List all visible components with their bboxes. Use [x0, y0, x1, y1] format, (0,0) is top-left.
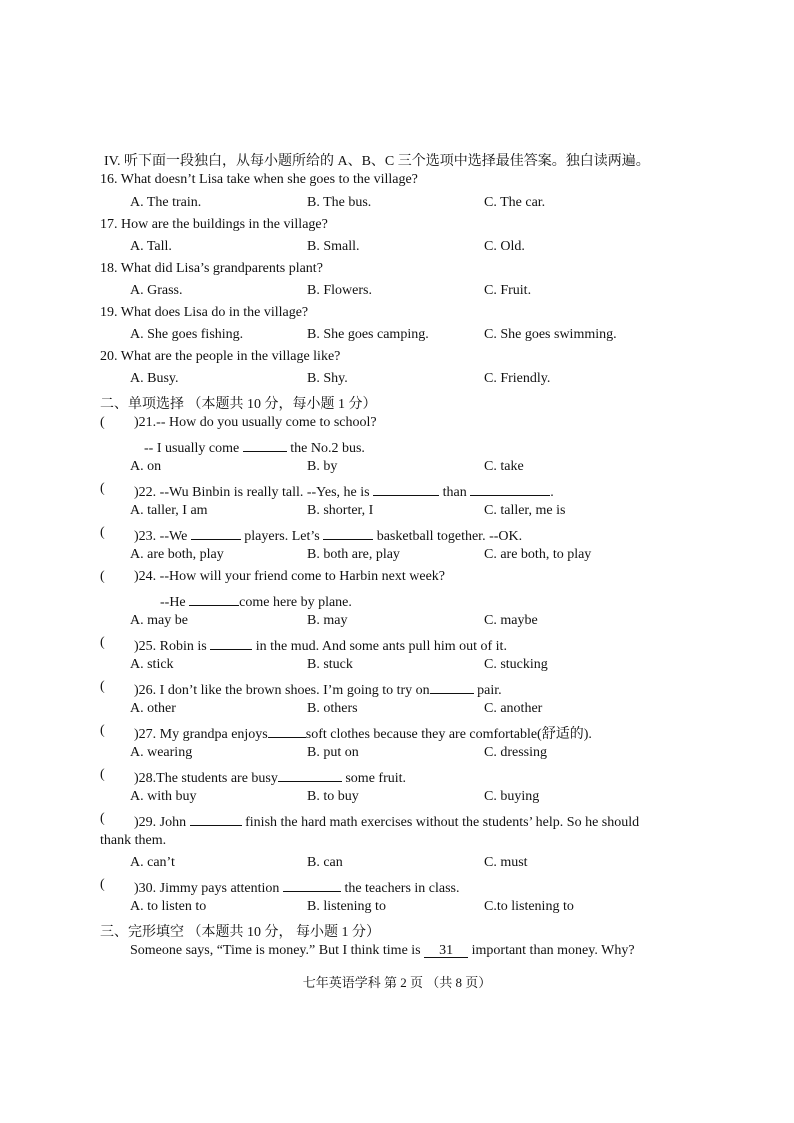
section-iv-header: IV. 听下面一段独白，从每小题所给的 A、B、C 三个选项中选择最佳答案。独白读两遍。 — [104, 154, 650, 169]
cloze-blank-31[interactable]: 31 — [424, 943, 468, 958]
answer-paren-22[interactable]: ( — [100, 481, 105, 496]
q21-text-b: the No.2 bus. — [290, 441, 365, 456]
q24-blank[interactable] — [189, 591, 239, 606]
option-26c: C. another — [484, 701, 543, 716]
q24-text-a: --He — [160, 595, 186, 610]
option-27c: C. dressing — [484, 745, 547, 760]
option-19b: B. She goes camping. — [307, 327, 429, 342]
q27-text-a: )27. My grandpa enjoys — [134, 727, 268, 742]
q21-text-a: -- I usually come — [144, 441, 240, 456]
q27-text-b: soft clothes because they are comfortable(舒适的). — [305, 727, 592, 742]
question-28 — [134, 767, 406, 787]
option-20c: C. Friendly. — [484, 371, 551, 386]
option-29c: C. must — [484, 855, 528, 870]
option-18b: B. Flowers. — [307, 283, 372, 298]
q25-blank[interactable] — [210, 635, 252, 650]
q22-blank-1[interactable] — [373, 481, 439, 496]
q25-text-b: in the mud. And some ants pull him out of it. — [255, 639, 507, 654]
option-27a: A. wearing — [130, 745, 193, 760]
q30-text-a: )30. Jimmy pays attention — [134, 881, 280, 896]
q26-text-a: )26. I don’t like the brown shoes. I’m going to try on — [134, 683, 430, 698]
option-23a: A. are both, play — [130, 547, 224, 562]
q29-blank[interactable] — [190, 811, 242, 826]
option-22b: B. shorter, I — [307, 503, 374, 518]
option-28a: A. with buy — [130, 789, 197, 804]
option-16a: A. The train. — [130, 195, 202, 210]
question-24: )24. --How will your friend come to Harbin next week? — [134, 569, 446, 584]
option-23b: B. both are, play — [307, 547, 400, 562]
option-30a: A. to listen to — [130, 899, 207, 914]
question-20: 20. What are the people in the village like? — [100, 349, 341, 364]
question-24-line2 — [160, 591, 352, 611]
q23-text-b: players. Let’s — [244, 529, 320, 544]
question-25 — [134, 635, 507, 655]
question-22 — [134, 481, 554, 501]
answer-paren-30[interactable]: ( — [100, 877, 105, 892]
q30-blank[interactable] — [283, 877, 341, 892]
option-30c: C.to listening to — [484, 899, 574, 914]
page-footer: 七年英语学科 第 2 页 （共 8 页） — [302, 975, 492, 990]
section-3-header: 三、完形填空 （本题共 10 分， 每小题 1 分） — [100, 925, 380, 940]
option-25a: A. stick — [130, 657, 174, 672]
question-21: )21.-- How do you usually come to school? — [134, 415, 377, 430]
q23-blank-1[interactable] — [191, 525, 241, 540]
q30-text-b: the teachers in class. — [344, 881, 460, 896]
option-28b: B. to buy — [307, 789, 359, 804]
option-16b: B. The bus. — [307, 195, 372, 210]
option-26b: B. others — [307, 701, 358, 716]
option-22c: C. taller, me is — [484, 503, 566, 518]
option-25c: C. stucking — [484, 657, 548, 672]
q29-text-a: )29. John — [134, 815, 187, 830]
q27-blank[interactable] — [268, 723, 306, 738]
answer-paren-26[interactable]: ( — [100, 679, 105, 694]
option-21b: B. by — [307, 459, 338, 474]
q26-blank[interactable] — [430, 679, 474, 694]
option-18a: A. Grass. — [130, 283, 183, 298]
answer-paren-24[interactable]: ( — [100, 569, 105, 584]
option-30b: B. listening to — [307, 899, 386, 914]
option-29a: A. can’t — [130, 855, 175, 870]
option-20a: A. Busy. — [130, 371, 179, 386]
option-22a: A. taller, I am — [130, 503, 208, 518]
option-29b: B. can — [307, 855, 343, 870]
question-17: 17. How are the buildings in the village? — [100, 217, 328, 232]
option-16c: C. The car. — [484, 195, 546, 210]
question-21-line2 — [144, 437, 365, 457]
option-19a: A. She goes fishing. — [130, 327, 244, 342]
option-26a: A. other — [130, 701, 176, 716]
q28-text-a: )28.The students are busy — [134, 771, 278, 786]
answer-paren-27[interactable]: ( — [100, 723, 105, 738]
question-29 — [134, 811, 639, 831]
answer-paren-29[interactable]: ( — [100, 811, 105, 826]
option-24c: C. maybe — [484, 613, 538, 628]
option-23c: C. are both, to play — [484, 547, 592, 562]
option-20b: B. Shy. — [307, 371, 348, 386]
option-21a: A. on — [130, 459, 162, 474]
cloze-passage-line1 — [130, 943, 635, 959]
question-23 — [134, 525, 522, 545]
q29-text-b: finish the hard math exercises without the students’ help. So he should — [245, 815, 640, 830]
option-24b: B. may — [307, 613, 348, 628]
cloze-text-a: Someone says, “Time is money.” But I think time is — [130, 943, 421, 958]
question-26 — [134, 679, 502, 699]
option-17a: A. Tall. — [130, 239, 172, 254]
option-17c: C. Old. — [484, 239, 525, 254]
q22-text-a: )22. --Wu Binbin is really tall. --Yes, he is — [134, 485, 370, 500]
section-2-header: 二、单项选择 （本题共 10 分，每小题 1 分） — [100, 397, 377, 412]
q26-text-b: pair. — [477, 683, 502, 698]
q23-text-c: basketball together. --OK. — [376, 529, 523, 544]
q22-blank-2[interactable] — [470, 481, 550, 496]
question-18: 18. What did Lisa’s grandparents plant? — [100, 261, 323, 276]
question-29-line2: thank them. — [100, 833, 167, 848]
option-21c: C. take — [484, 459, 524, 474]
q23-blank-2[interactable] — [323, 525, 373, 540]
answer-paren-21[interactable]: ( — [100, 415, 105, 430]
option-18c: C. Fruit. — [484, 283, 532, 298]
question-30 — [134, 877, 460, 897]
q24-text-b: come here by plane. — [239, 595, 352, 610]
option-27b: B. put on — [307, 745, 359, 760]
q28-text-b: some fruit. — [345, 771, 407, 786]
option-17b: B. Small. — [307, 239, 360, 254]
q22-text-c: . — [550, 485, 554, 500]
q23-text-a: )23. --We — [134, 529, 188, 544]
answer-paren-23[interactable]: ( — [100, 525, 105, 540]
answer-paren-28[interactable]: ( — [100, 767, 105, 782]
q25-text-a: )25. Robin is — [134, 639, 207, 654]
question-16: 16. What doesn’t Lisa take when she goes to the village? — [100, 172, 418, 187]
option-24a: A. may be — [130, 613, 188, 628]
q21-blank[interactable] — [243, 437, 287, 452]
option-25b: B. stuck — [307, 657, 353, 672]
question-19: 19. What does Lisa do in the village? — [100, 305, 309, 320]
option-19c: C. She goes swimming. — [484, 327, 617, 342]
answer-paren-25[interactable]: ( — [100, 635, 105, 650]
option-28c: C. buying — [484, 789, 540, 804]
cloze-text-b: important than money. Why? — [471, 943, 635, 958]
question-27 — [134, 723, 592, 743]
q22-text-b: than — [442, 485, 467, 500]
q28-blank[interactable] — [278, 767, 342, 782]
